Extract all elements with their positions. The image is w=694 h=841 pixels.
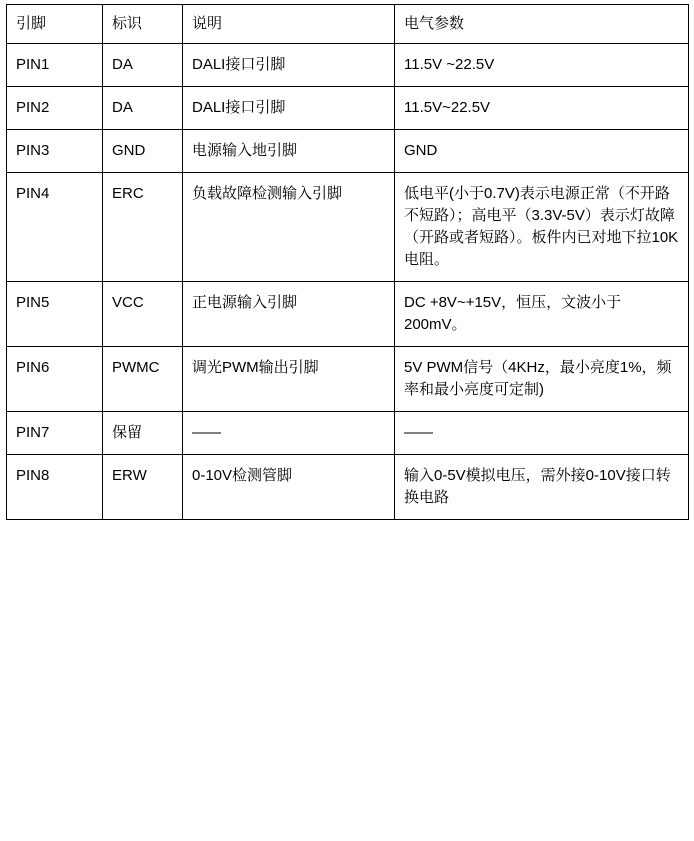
cell-mark: DA [103, 44, 183, 87]
cell-mark: VCC [103, 282, 183, 347]
cell-mark: ERC [103, 173, 183, 282]
table-row [7, 282, 689, 347]
pin-definition-table [6, 4, 689, 520]
table-row [7, 44, 689, 87]
cell-parameters: GND [395, 130, 689, 173]
table-row [7, 455, 689, 520]
cell-parameters: 输入0-5V模拟电压，需外接0-10V接口转换电路 [395, 455, 689, 520]
cell-pin: PIN8 [7, 455, 103, 520]
cell-pin: PIN3 [7, 130, 103, 173]
column-header-pin: 引脚 [7, 5, 103, 44]
table-row [7, 173, 689, 282]
cell-pin: PIN1 [7, 44, 103, 87]
cell-mark: PWMC [103, 347, 183, 412]
cell-parameters: 11.5V ~22.5V [395, 44, 689, 87]
cell-description: 正电源输入引脚 [183, 282, 395, 347]
table-row [7, 130, 689, 173]
cell-parameters: 低电平(小于0.7V)表示电源正常（不开路不短路）；高电平（3.3V-5V）表示灯故障（开路或者短路）。板件内已对地下拉10K电阻。 [395, 173, 689, 282]
cell-mark: GND [103, 130, 183, 173]
cell-parameters: 5V PWM信号（4KHz，最小亮度1%，频率和最小亮度可定制) [395, 347, 689, 412]
cell-description: 电源输入地引脚 [183, 130, 395, 173]
cell-pin: PIN2 [7, 87, 103, 130]
cell-mark: ERW [103, 455, 183, 520]
column-header-electrical-parameters: 电气参数 [395, 5, 689, 44]
table-row [7, 412, 689, 455]
cell-parameters: DC +8V~+15V，恒压，文波小于200mV。 [395, 282, 689, 347]
cell-description: 0-10V检测管脚 [183, 455, 395, 520]
cell-pin: PIN6 [7, 347, 103, 412]
column-header-mark: 标识 [103, 5, 183, 44]
cell-pin: PIN5 [7, 282, 103, 347]
cell-parameters: 11.5V~22.5V [395, 87, 689, 130]
cell-pin: PIN7 [7, 412, 103, 455]
cell-mark: DA [103, 87, 183, 130]
cell-description: 调光PWM输出引脚 [183, 347, 395, 412]
table-row [7, 87, 689, 130]
cell-description: —— [183, 412, 395, 455]
table-header-row [7, 5, 689, 44]
cell-parameters: —— [395, 412, 689, 455]
table-row [7, 347, 689, 412]
cell-mark: 保留 [103, 412, 183, 455]
cell-description: 负载故障检测输入引脚 [183, 173, 395, 282]
cell-description: DALI接口引脚 [183, 44, 395, 87]
cell-description: DALI接口引脚 [183, 87, 395, 130]
cell-pin: PIN4 [7, 173, 103, 282]
column-header-description: 说明 [183, 5, 395, 44]
